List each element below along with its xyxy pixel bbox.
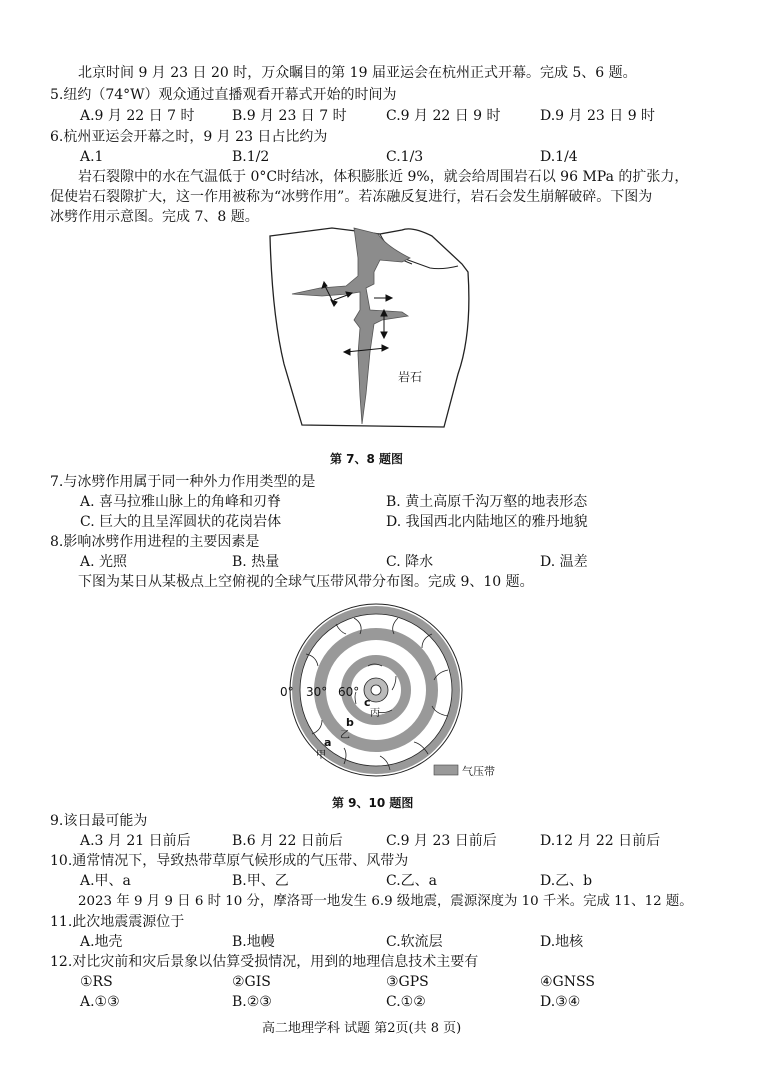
q11-option-a: A.地壳 bbox=[80, 934, 123, 950]
q6-option-d: D.1/4 bbox=[540, 149, 578, 165]
q12-option-c: C.①② bbox=[386, 994, 426, 1010]
intro-5-6: 北京时间 9 月 23 日 20 时，万众瞩目的第 19 届亚运会在杭州正式开幕。完成 5、6 题。 bbox=[78, 65, 637, 81]
q5-option-a: A.9 月 22 日 7 时 bbox=[80, 108, 195, 124]
fig78-caption: 第 7、8 题图 bbox=[330, 452, 404, 466]
frost-wedging-figure bbox=[262, 224, 482, 444]
fig910-legend bbox=[434, 764, 495, 778]
q5-option-b: B.9 月 23 日 7 时 bbox=[232, 108, 347, 124]
intro-11-12: 2023 年 9 月 9 日 6 时 10 分，摩洛哥一地发生 6.9 级地震，震源深度为 10 千米。完成 11、12 题。 bbox=[78, 894, 693, 909]
q12-item-3: ③GPS bbox=[386, 974, 429, 990]
q12-option-d: D.③④ bbox=[540, 994, 581, 1010]
q8-option-d: D. 温差 bbox=[540, 554, 588, 570]
fig910-label-0: 0° bbox=[280, 685, 294, 699]
intro-7-8-line1: 岩石裂隙中的水在气温低于 0°C时结冰，体积膨胀近 9%，就会给周围岩石以 96 MPa 的扩张力， bbox=[78, 169, 689, 185]
q7-option-d: D. 我国西北内陆地区的雅丹地貌 bbox=[386, 514, 588, 530]
fig910-label-bing: 丙 bbox=[370, 708, 380, 719]
q5-option-c: C.9 月 22 日 9 时 bbox=[386, 108, 501, 124]
q12-option-a: A.①③ bbox=[80, 994, 120, 1010]
q12-stem: 12.对比灾前和灾后景象以估算受损情况，用到的地理信息技术主要有 bbox=[50, 954, 479, 970]
rock-label: 岩石 bbox=[398, 370, 423, 384]
q6-option-a: A.1 bbox=[80, 149, 104, 165]
q6-stem: 6.杭州亚运会开幕之时，9 月 23 日占比约为 bbox=[50, 129, 328, 145]
q8-option-a: A. 光照 bbox=[80, 554, 128, 570]
q9-option-b: B.6 月 22 日前后 bbox=[232, 833, 343, 849]
q6-option-c: C.1/3 bbox=[386, 149, 424, 165]
q7-option-a: A. 喜马拉雅山脉上的角峰和刃脊 bbox=[80, 494, 282, 510]
legend-label: 气压带 bbox=[462, 765, 495, 778]
q7-option-b: B. 黄土高原千沟万壑的地表形态 bbox=[386, 494, 588, 510]
q10-option-c: C.乙、a bbox=[386, 873, 438, 889]
q6-option-b: B.1/2 bbox=[232, 149, 270, 165]
pressure-belts-figure bbox=[272, 600, 512, 782]
q8-option-b: B. 热量 bbox=[232, 554, 280, 570]
page-footer: 高二地理学科 试题 第2页(共 8 页) bbox=[262, 1021, 462, 1036]
q8-option-c: C. 降水 bbox=[386, 554, 434, 570]
q10-option-d: D.乙、b bbox=[540, 873, 593, 889]
intro-9-10: 下图为某日从某极点上空俯视的全球气压带风带分布图。完成 9、10 题。 bbox=[78, 574, 534, 590]
q10-stem: 10.通常情况下，导致热带草原气候形成的气压带、风带为 bbox=[50, 853, 409, 869]
q5-stem: 5.纽约（74°W）观众通过直播观看开幕式开始的时间为 bbox=[50, 87, 397, 103]
q7-stem: 7.与冰劈作用属于同一种外力作用类型的是 bbox=[50, 474, 316, 490]
q10-option-b: B.甲、乙 bbox=[232, 873, 289, 889]
intro-7-8-line2: 促使岩石裂隙扩大，这一作用被称为“冰劈作用”。若冻融反复进行，岩石会发生崩解破碎。下图为 bbox=[50, 189, 653, 205]
q7-option-c: C. 巨大的且呈浑圆状的花岗岩体 bbox=[80, 514, 282, 530]
fig910-caption: 第 9、10 题图 bbox=[332, 796, 414, 810]
q5-option-d: D.9 月 23 日 9 时 bbox=[540, 108, 656, 124]
q11-stem: 11.此次地震震源位于 bbox=[50, 914, 185, 930]
q9-option-a: A.3 月 21 日前后 bbox=[80, 833, 191, 849]
fig910-label-60: 60° bbox=[338, 685, 360, 699]
intro-7-8-line3: 冰劈作用示意图。完成 7、8 题。 bbox=[50, 209, 259, 225]
fig910-label-yi: 乙 bbox=[340, 730, 350, 741]
q8-stem: 8.影响冰劈作用进程的主要因素是 bbox=[50, 534, 260, 550]
fig910-label-30: 30° bbox=[306, 685, 328, 699]
fig910-label-a: a bbox=[324, 736, 332, 749]
q12-item-2: ②GIS bbox=[232, 974, 271, 990]
q11-option-b: B.地幔 bbox=[232, 934, 275, 950]
q11-option-c: C.软流层 bbox=[386, 934, 443, 950]
fig910-label-c: c bbox=[364, 696, 371, 709]
q11-option-d: D.地核 bbox=[540, 934, 584, 950]
q9-option-d: D.12 月 22 日前后 bbox=[540, 833, 661, 849]
q9-option-c: C.9 月 23 日前后 bbox=[386, 833, 497, 849]
fig910-label-b: b bbox=[346, 716, 354, 729]
q10-option-a: A.甲、a bbox=[80, 873, 131, 889]
q12-option-b: B.②③ bbox=[232, 994, 272, 1010]
q12-item-4: ④GNSS bbox=[540, 974, 595, 990]
fig910-label-jia: 甲 bbox=[316, 750, 326, 761]
q9-stem: 9.该日最可能为 bbox=[50, 813, 148, 829]
q12-item-1: ①RS bbox=[80, 974, 113, 990]
